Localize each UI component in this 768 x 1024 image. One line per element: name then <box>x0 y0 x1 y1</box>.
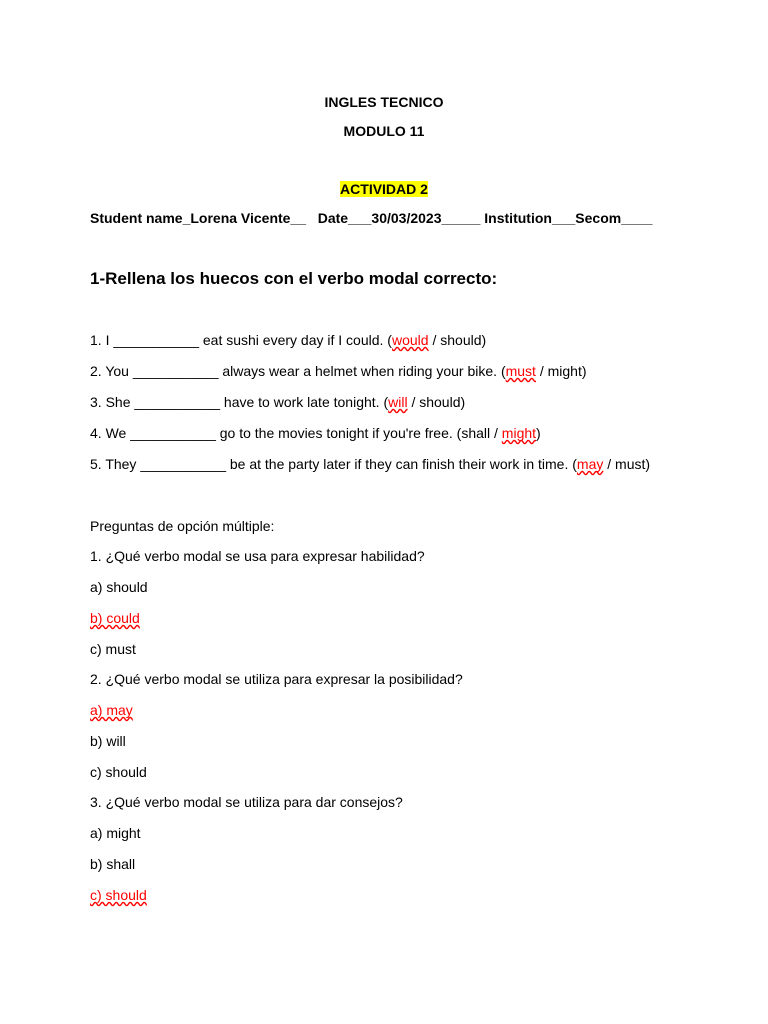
fill-item-5: 5. They ___________ be at the party later if they can finish their work in time. (may / must) <box>90 456 651 472</box>
option-q3-c-correct: c) should <box>90 887 147 903</box>
section1-heading: 1-Rellena los huecos con el verbo modal correcto: <box>90 269 498 288</box>
correct-answer: may <box>576 456 604 472</box>
option-q1-b-correct: b) could <box>90 610 140 626</box>
fill-item-3: 3. She ___________ have to work late tonight. (will / should) <box>90 394 466 410</box>
correct-answer: must <box>505 363 536 379</box>
module-title: MODULO 11 <box>343 123 425 139</box>
option-q3-b: b) shall <box>90 856 136 872</box>
fill-item-1: 1. I ___________ eat sushi every day if I could. (would / should) <box>90 332 487 348</box>
activity-label: ACTIVIDAD 2 <box>340 181 428 197</box>
correct-answer: would <box>391 332 429 348</box>
question-1: 1. ¿Qué verbo modal se usa para expresar habilidad? <box>90 548 425 564</box>
document-title: INGLES TECNICO <box>324 94 444 110</box>
question-2: 2. ¿Qué verbo modal se utiliza para expresar la posibilidad? <box>90 671 463 687</box>
student-info-line: Student name_Lorena Vicente__ Date___30/03/2023_____ Institution___Secom____ <box>90 210 653 226</box>
fill-item-2: 2. You ___________ always wear a helmet when riding your bike. (must / might) <box>90 363 587 379</box>
correct-answer: might <box>501 425 537 441</box>
option-q2-a-correct: a) may <box>90 702 133 718</box>
option-q2-b: b) will <box>90 733 126 749</box>
activity-title <box>0 180 768 198</box>
fill-item-4: 4. We ___________ go to the movies tonight if you're free. (shall / might) <box>90 425 541 441</box>
option-q1-a: a) should <box>90 579 148 595</box>
correct-answer: will <box>388 394 408 410</box>
section2-heading: Preguntas de opción múltiple: <box>90 518 275 534</box>
question-3: 3. ¿Qué verbo modal se utiliza para dar consejos? <box>90 794 403 810</box>
option-q3-a: a) might <box>90 825 141 841</box>
option-q2-c: c) should <box>90 764 147 780</box>
option-q1-c: c) must <box>90 641 136 657</box>
